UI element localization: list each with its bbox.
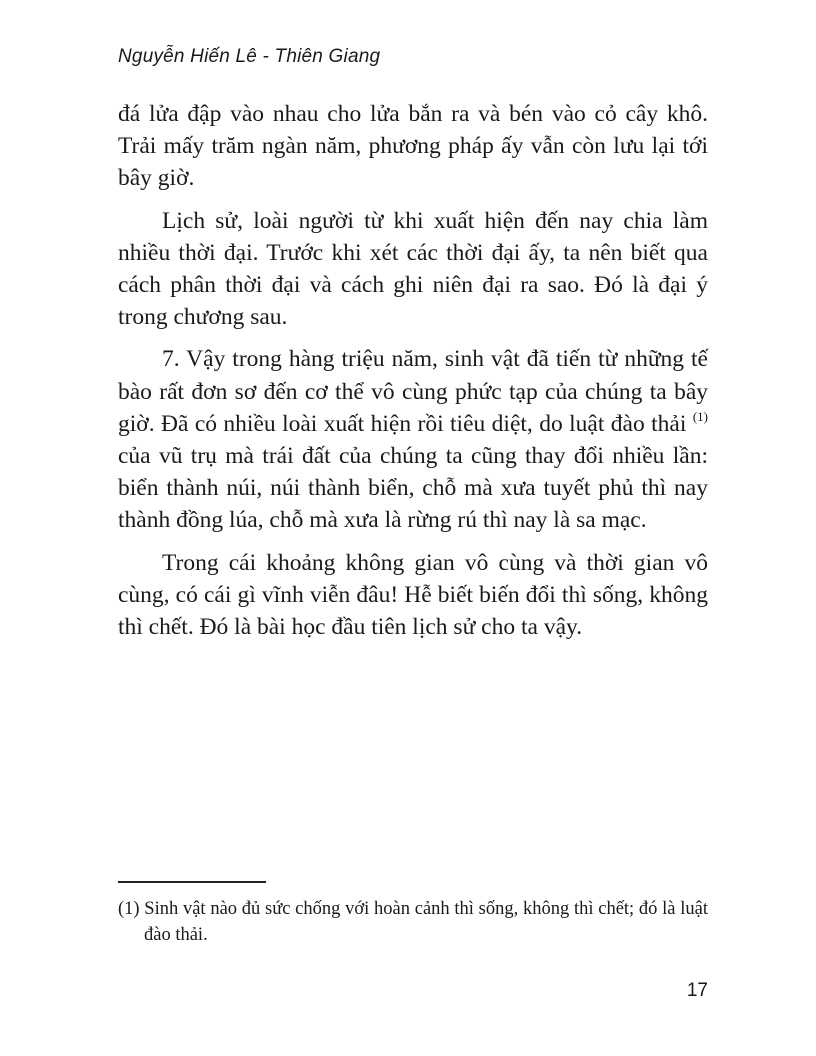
page-number: 17 (686, 980, 708, 1001)
paragraph (118, 343, 708, 536)
paragraph-text: của vũ trụ mà trái đất của chúng ta cũng thay đổi nhiều lần: biển thành núi, núi thành biển, chỗ mà xưa tuyết phủ thì nay thành đồng lúa, chỗ mà xưa là rừng rú thì nay là sa mạc. (118, 443, 708, 534)
paragraph-text: 7. Vậy trong hàng triệu năm, sinh vật đã tiến từ những tế bào rất đơn sơ đến cơ thể vô cùng phức tạp của chúng ta bây giờ. Đã có nhiều loài xuất hiện rồi tiêu diệt, do luật đào thải (118, 346, 708, 437)
paragraph: Lịch sử, loài người từ khi xuất hiện đến nay chia làm nhiều thời đại. Trước khi xét các thời đại ấy, ta nên biết qua cách phân thời đại và cách ghi niên đại ra sao. Đó là đại ý trong chương sau. (118, 207, 708, 331)
footnote-reference: (1) (692, 408, 709, 424)
paragraph: đá lửa đập vào nhau cho lửa bắn ra và bén vào cỏ cây khô. Trải mấy trăm ngàn năm, phương pháp ấy vẫn còn lưu lại tới bây giờ. (118, 101, 708, 192)
footnote-divider (118, 881, 266, 883)
paragraph: Trong cái khoảng không gian vô cùng và thời gian vô cùng, có cái gì vĩnh viễn đâu! Hễ biết biến đổi thì sống, không thì chết. Đó là bài học đầu tiên lịch sử cho ta vậy. (118, 549, 708, 641)
footnote: (1) Sinh vật nào đủ sức chống với hoàn cảnh thì sống, không thì chết; đó là luật đào thải. (118, 899, 708, 945)
running-header: Nguyễn Hiến Lê - Thiên Giang (118, 46, 381, 67)
body-text (118, 98, 708, 653)
